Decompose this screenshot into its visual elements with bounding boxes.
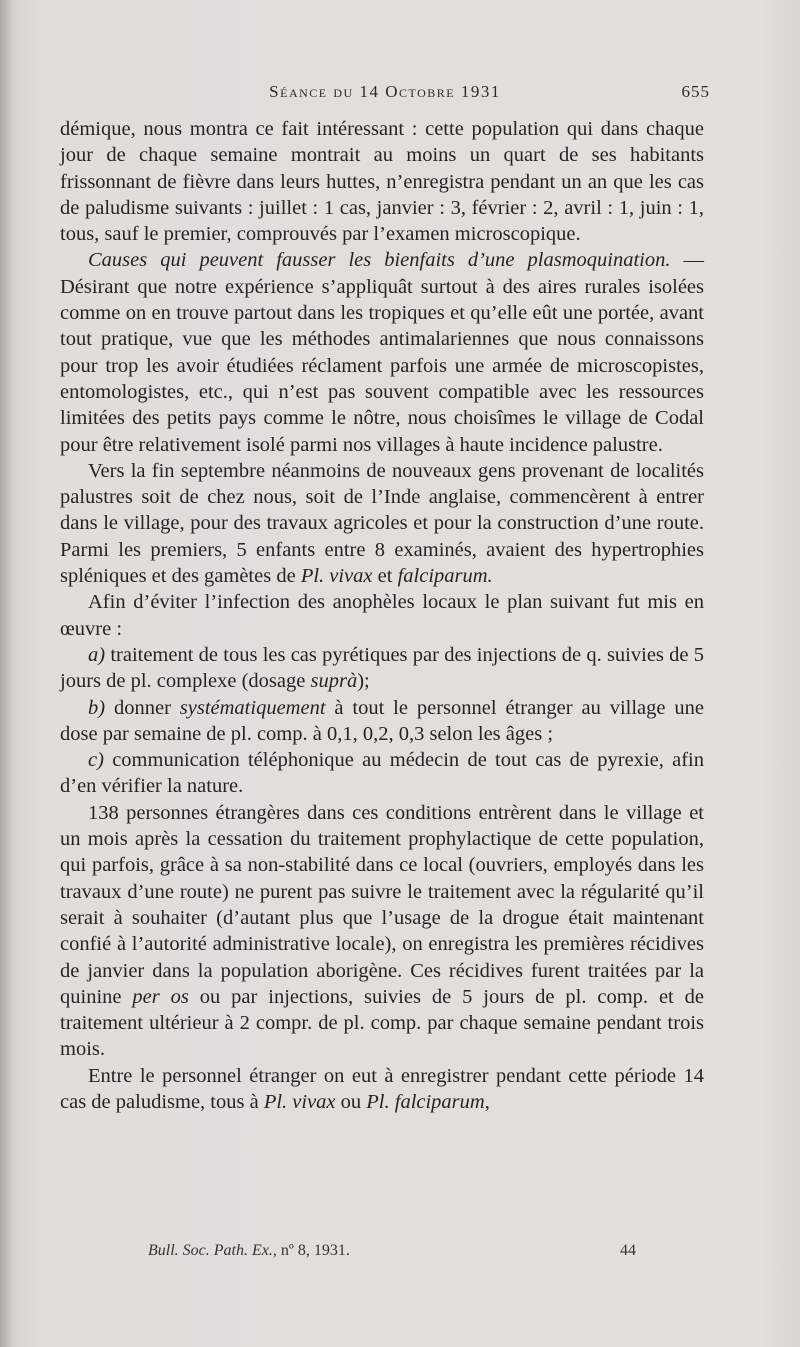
section-heading: Causes qui peuvent fausser les bienfaits d’une plasmoquination. [88,249,671,272]
signature-mark: 44 [620,1242,636,1259]
list-item: c) communication téléphonique au médecin de tout cas de pyrexie, afin d’en vérifier la nature. [60,749,704,798]
page-number: 655 [681,82,710,101]
paragraph: Causes qui peuvent fausser les bienfaits d’une plasmoquination. — Désirant que notre expérience s’appliquât surtout à des aires rurales isolées comme on en trouve partout dans les tropiques et qu’elle eût une portée, avant tout pratique, vue que les méthodes antimalariennes que nous connaissons pour trop les avoir étudiées réclament parfois une armée de microscopistes, entomologistes, etc., qui n’est pas souvent compatible avec les ressources limitées des petits pays comme le nôtre, nous choisîmes le village de Codal pour être relativement isolé parmi nos villages à haute incidence palustre. [60,249,705,456]
paragraph: Afin d’éviter l’infection des anophèles locaux le plan suivant fut mis en œuvre : [60,591,704,640]
list-item: b) donner systématiquement à tout le personnel étranger au village une dose par semaine de pl. comp. à 0,1, 0,2, 0,3 selon les âges ; [60,696,704,745]
paragraph: 138 personnes étrangères dans ces conditions entrèrent dans le village et un mois après la cessation du traitement prophylactique de cette population, qui parfois, grâce à sa non-stabilité dans ce local (ouvriers, employés dans les travaux d’une route) ne purent pas suivre le traitement avec la régularité qu’il serait à souhaiter (d’autant plus que l’usage de la drogue était maintenant confié à l’autorité administrative locale), on enregistra les premières récidives de janvier dans la population aborigène. Ces récidives furent traitées par la quinine per os ou par injections, suivies de 5 jours de pl. comp. et de traitement ultérieur à 2 compr. de pl. comp. par chaque semaine pendant trois mois. [60,801,704,1061]
footer-citation: Bull. Soc. Path. Ex., nº 8, 1931. [148,1242,350,1259]
body-text [60,116,704,1115]
paragraph: Entre le personnel étranger on eut à enregistrer pendant cette période 14 cas de paludisme, tous à Pl. vivax ou Pl. falciparum, [60,1064,704,1113]
running-title: Séance du 14 Octobre 1931 [269,82,501,101]
page-header [60,82,710,112]
list-item: a) traitement de tous les cas pyrétiques par des injections de q. suivies de 5 jours de pl. complexe (dosage suprà); [60,643,704,693]
paragraph: Vers la fin septembre néanmoins de nouveaux gens provenant de localités palustres soit de chez nous, soit de l’Inde anglaise, commencèrent à entrer dans le village, pour des travaux agricoles et pour la construction d’une route. Parmi les premiers, 5 enfants entre 8 examinés, avaient des hypertrophies spléniques et des gamètes de Pl. vivax et falciparum. [60,459,704,588]
page-footer [148,1242,688,1260]
paragraph: démique, nous montra ce fait intéressant : cette population qui dans chaque jour de chaque semaine montrait au moins un quart de ses habitants frissonnant de fièvre dans leurs huttes, n’enregistra pendant un an que les cas de paludisme suivants : juillet : 1 cas, janvier : 3, février : 2, avril : 1, juin : 1, tous, sauf le premier, comprouvés par l’examen microscopique. [60,118,704,246]
